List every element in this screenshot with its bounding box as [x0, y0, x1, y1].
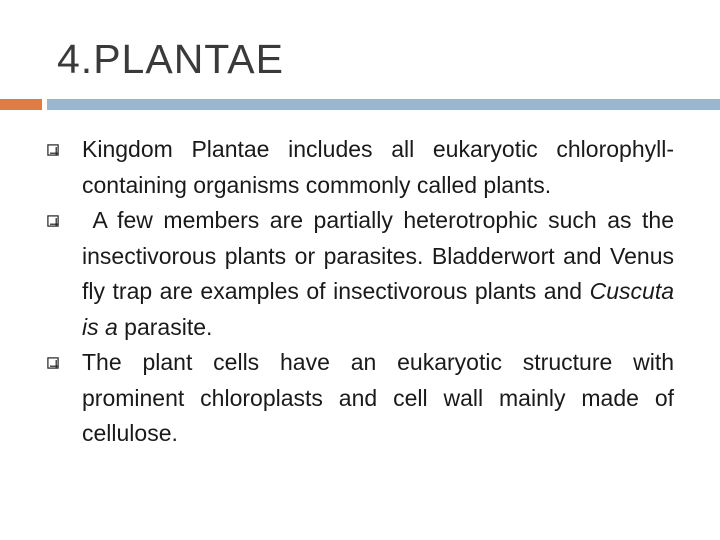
hollow-square-bullet-icon — [47, 215, 59, 227]
bullet-text-italic: Cuscuta is a — [82, 278, 674, 340]
hollow-square-bullet-icon — [47, 357, 59, 369]
bullet-list — [0, 132, 720, 452]
bullet-text: A few members are partially heterotrophic such as the insectivorous plants or parasites. Bladderwort and Venus fly trap are examples of insectivorous plants and — [82, 207, 674, 304]
bullet-text: Kingdom Plantae includes all eukaryotic chlorophyll-containing organisms commonly called plants. — [82, 136, 674, 198]
bullet-text: The plant cells have an eukaryotic structure with prominent chloroplasts and cell wall mainly made of cellulose. — [82, 349, 674, 446]
bullet-item-3 — [0, 345, 720, 452]
title-accent-orange — [0, 99, 42, 110]
title-accent-blue — [47, 99, 720, 110]
hollow-square-bullet-icon — [47, 144, 59, 156]
slide-title: 4.PLANTAE — [57, 36, 284, 82]
bullet-text-tail: parasite. — [117, 313, 213, 340]
bullet-item-2 — [0, 203, 720, 345]
bullet-item-1 — [0, 132, 720, 203]
